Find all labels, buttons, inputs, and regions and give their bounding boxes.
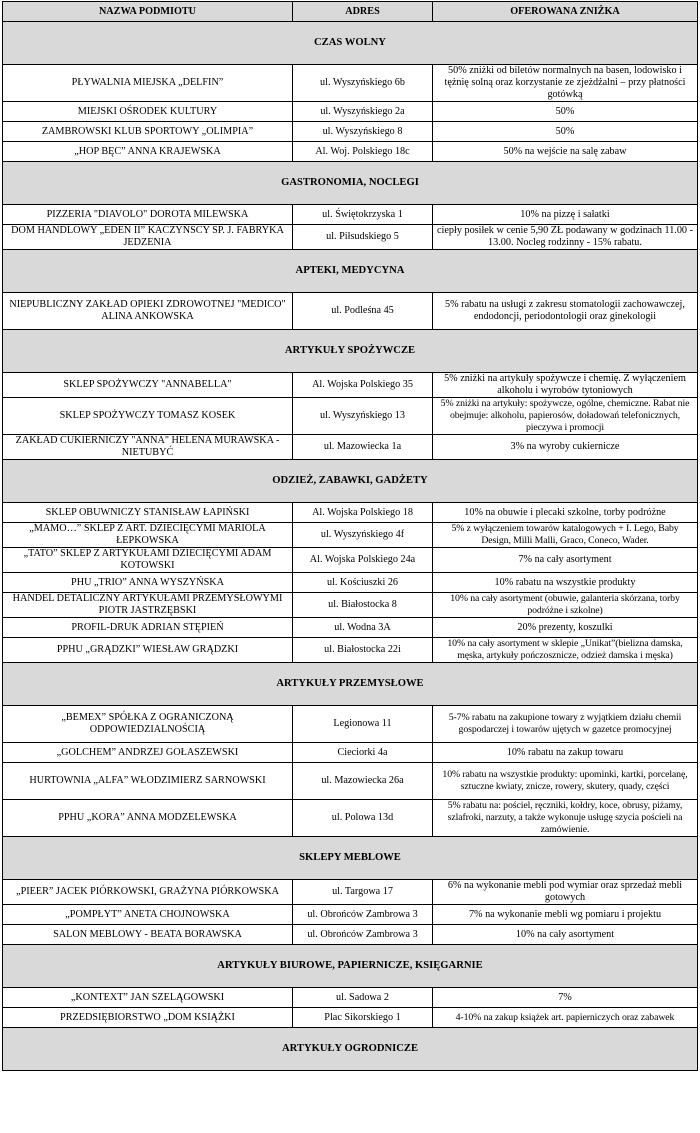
section-row xyxy=(3,663,698,706)
cell-address: Cieciorki 4a xyxy=(293,743,433,763)
table-row xyxy=(3,706,698,743)
cell-address: Al. Woj. Polskiego 18c xyxy=(293,142,433,162)
cell-name: HANDEL DETALICZNY ARTYKUŁAMI PRZEMYSŁOWYMI PIOTR JASTRZĘBSKI xyxy=(3,593,293,618)
cell-discount: 10% rabatu na wszystkie produkty xyxy=(433,573,698,593)
table-row xyxy=(3,102,698,122)
table-row xyxy=(3,373,698,398)
table-row xyxy=(3,880,698,905)
section-row xyxy=(3,460,698,503)
cell-discount: 10% na cały asortyment (obuwie, galanteria skórzana, torby podróżne i szkolne) xyxy=(433,593,698,618)
cell-address: ul. Białostocka 8 xyxy=(293,593,433,618)
section-title: SKLEPY MEBLOWE xyxy=(3,837,698,880)
cell-address: ul. Wyszyńskiego 6b xyxy=(293,65,433,102)
section-row xyxy=(3,837,698,880)
cell-discount: 6% na wykonanie mebli pod wymiar oraz sprzedaż mebli gotowych xyxy=(433,880,698,905)
cell-discount: 5% zniżki na artykuły spożywcze i chemię. Z wyłączeniem alkoholu i wyrobów tytoniowych xyxy=(433,373,698,398)
cell-name: PPHU „GRĄDZKI” WIESŁAW GRĄDZKI xyxy=(3,638,293,663)
cell-discount: 5% z wyłączeniem towarów katalogowych + I. Lego, Baby Design, Milli Malli, Graco, Coneco, Wader. xyxy=(433,523,698,548)
cell-name: „GOLCHEM” ANDRZEJ GOŁASZEWSKI xyxy=(3,743,293,763)
cell-address: ul. Targowa 17 xyxy=(293,880,433,905)
cell-discount: 50% xyxy=(433,122,698,142)
cell-address: ul. Kościuszki 26 xyxy=(293,573,433,593)
cell-discount: 10% rabatu na zakup towaru xyxy=(433,743,698,763)
cell-discount: 10% rabatu na wszystkie produkty: upominki, kartki, porcelanę, sztuczne kwiaty, znicze, rowery, skutery, quady, części xyxy=(433,763,698,800)
cell-address: ul. Wyszyńskiego 4f xyxy=(293,523,433,548)
cell-address: ul. Mazowiecka 1a xyxy=(293,435,433,460)
cell-name: MIEJSKI OŚRODEK KULTURY xyxy=(3,102,293,122)
cell-name: PRZEDSIĘBIORSTWO „DOM KSIĄŻKI xyxy=(3,1008,293,1028)
cell-discount: 5% zniżki na artykuły: spożywcze, ogólne, chemiczne. Rabat nie obejmuje: alkoholu, papierosów, doładowań telefonicznych, pieczywa i promocji xyxy=(433,398,698,435)
cell-discount: 7% na wykonanie mebli wg pomiaru i projektu xyxy=(433,905,698,925)
cell-name: PHU „TRIO” ANNA WYSZYŃSKA xyxy=(3,573,293,593)
table-row xyxy=(3,398,698,435)
section-row xyxy=(3,22,698,65)
cell-name: „BEMEX” SPÓŁKA Z OGRANICZONĄ ODPOWIEDZIALNOŚCIĄ xyxy=(3,706,293,743)
cell-name: SKLEP SPOŻYWCZY "ANNABELLA" xyxy=(3,373,293,398)
cell-address: Legionowa 11 xyxy=(293,706,433,743)
cell-address: ul. Podleśna 45 xyxy=(293,293,433,330)
cell-address: Plac Sikorskiego 1 xyxy=(293,1008,433,1028)
table-row xyxy=(3,573,698,593)
section-title: ARTYKUŁY SPOŻYWCZE xyxy=(3,330,698,373)
cell-discount: 20% prezenty, koszulki xyxy=(433,618,698,638)
table-row xyxy=(3,435,698,460)
section-row xyxy=(3,162,698,205)
cell-discount: 7% xyxy=(433,988,698,1008)
table-row xyxy=(3,618,698,638)
cell-discount: 4-10% na zakup książek art. papierniczych oraz zabawek xyxy=(433,1008,698,1028)
cell-name: DOM HANDLOWY „EDEN II” KACZYŃSCY SP. J. FABRYKA JEDZENIA xyxy=(3,225,293,250)
table-row xyxy=(3,1008,698,1028)
table-row xyxy=(3,293,698,330)
cell-address: ul. Piłsudskiego 5 xyxy=(293,225,433,250)
cell-discount: 7% na cały asortyment xyxy=(433,548,698,573)
section-title: ARTYKUŁY PRZEMYSŁOWE xyxy=(3,663,698,706)
cell-name: SKLEP SPOŻYWCZY TOMASZ KOSEK xyxy=(3,398,293,435)
cell-discount: 10% na cały asortyment w sklepie „Unikat”(bielizna damska, męska, artykuły pończosznicze, odzież damska i męska) xyxy=(433,638,698,663)
cell-name: ZAMBROWSKI KLUB SPORTOWY „OLIMPIA” xyxy=(3,122,293,142)
cell-address: ul. Obrońców Zambrowa 3 xyxy=(293,925,433,945)
cell-discount: 5-7% rabatu na zakupione towary z wyjątkiem działu chemii gospodarczej i towarów ujętych w gazetce promocyjnej xyxy=(433,706,698,743)
table-row xyxy=(3,122,698,142)
section-title: ARTYKUŁY OGRODNICZE xyxy=(3,1028,698,1071)
discount-table xyxy=(2,1,698,1071)
cell-name: SALON MEBLOWY - BEATA BORAWSKA xyxy=(3,925,293,945)
table-row xyxy=(3,638,698,663)
table-row xyxy=(3,988,698,1008)
cell-name: PPHU „KORA” ANNA MODZELEWSKA xyxy=(3,800,293,837)
cell-address: ul. Wodna 3A xyxy=(293,618,433,638)
table-row xyxy=(3,925,698,945)
section-title: GASTRONOMIA, NOCLEGI xyxy=(3,162,698,205)
cell-address: ul. Obrońców Zambrowa 3 xyxy=(293,905,433,925)
section-row xyxy=(3,330,698,373)
table-row xyxy=(3,743,698,763)
table-row xyxy=(3,593,698,618)
table-row xyxy=(3,142,698,162)
cell-address: ul. Polowa 13d xyxy=(293,800,433,837)
cell-name: „HOP BĘC” ANNA KRAJEWSKA xyxy=(3,142,293,162)
cell-address: Al. Wojska Polskiego 24a xyxy=(293,548,433,573)
cell-discount: 5% rabatu na usługi z zakresu stomatologii zachowawczej, endodoncji, periodontologii oraz ginekologii xyxy=(433,293,698,330)
table-row xyxy=(3,800,698,837)
section-title: ARTYKUŁY BIUROWE, PAPIERNICZE, KSIĘGARNIE xyxy=(3,945,698,988)
cell-discount: 50% xyxy=(433,102,698,122)
cell-address: ul. Mazowiecka 26a xyxy=(293,763,433,800)
cell-address: ul. Wyszyńskiego 13 xyxy=(293,398,433,435)
cell-name: PŁYWALNIA MIEJSKA „DELFIN” xyxy=(3,65,293,102)
cell-name: „POMPŁYT” ANETA CHOJNOWSKA xyxy=(3,905,293,925)
cell-discount: 3% na wyroby cukiernicze xyxy=(433,435,698,460)
cell-address: Al. Wojska Polskiego 18 xyxy=(293,503,433,523)
header-row xyxy=(3,2,698,22)
section-title: CZAS WOLNY xyxy=(3,22,698,65)
cell-name: NIEPUBLICZNY ZAKŁAD OPIEKI ZDROWOTNEJ "MEDICO" ALINA ANKOWSKA xyxy=(3,293,293,330)
cell-discount: 5% rabatu na: pościel, ręczniki, kołdry, koce, obrusy, piżamy, szlafroki, narzuty, a także wykonuje usługę szycia pościeli na zamówienie. xyxy=(433,800,698,837)
section-row xyxy=(3,945,698,988)
cell-name: PIZZERIA "DIAVOLO" DOROTA MILEWSKA xyxy=(3,205,293,225)
section-row xyxy=(3,1028,698,1071)
cell-name: „TATO” SKLEP Z ARTYKUŁAMI DZIECIĘCYMI ADAM KOTOWSKI xyxy=(3,548,293,573)
table-row xyxy=(3,225,698,250)
table-row xyxy=(3,65,698,102)
table-row xyxy=(3,548,698,573)
cell-name: „MAMO…” SKLEP Z ART. DZIECIĘCYMI MARIOLA ŁEPKOWSKA xyxy=(3,523,293,548)
cell-address: ul. Wyszyńskiego 2a xyxy=(293,102,433,122)
section-row xyxy=(3,250,698,293)
cell-name: „PIEER” JACEK PIÓRKOWSKI, GRAŻYNA PIÓRKOWSKA xyxy=(3,880,293,905)
table-row xyxy=(3,205,698,225)
cell-discount: 10% na cały asortyment xyxy=(433,925,698,945)
cell-discount: 50% na wejście na salę zabaw xyxy=(433,142,698,162)
header-discount: OFEROWANA ZNIŻKA xyxy=(433,2,698,22)
header-address: ADRES xyxy=(293,2,433,22)
table-row xyxy=(3,905,698,925)
cell-address: ul. Białostocka 22i xyxy=(293,638,433,663)
cell-discount: ciepły posiłek w cenie 5,90 ZŁ podawany w godzinach 11.00 - 13.00. Nocleg rodzinny - 15% rabatu. xyxy=(433,225,698,250)
table-row xyxy=(3,523,698,548)
section-title: APTEKI, MEDYCYNA xyxy=(3,250,698,293)
table-row xyxy=(3,763,698,800)
cell-discount: 50% zniżki od biletów normalnych na basen, lodowisko i tężnię solną oraz korzystanie ze zjeżdżalni – przy płatności gotówką xyxy=(433,65,698,102)
cell-address: Al. Wojska Polskiego 35 xyxy=(293,373,433,398)
cell-address: ul. Świętokrzyska 1 xyxy=(293,205,433,225)
cell-discount: 10% na pizzę i sałatki xyxy=(433,205,698,225)
cell-name: PROFIL-DRUK ADRIAN STĘPIEŃ xyxy=(3,618,293,638)
cell-name: „KONTEXT” JAN SZELĄGOWSKI xyxy=(3,988,293,1008)
header-name: NAZWA PODMIOTU xyxy=(3,2,293,22)
section-title: ODZIEŻ, ZABAWKI, GADŻETY xyxy=(3,460,698,503)
cell-address: ul. Wyszyńskiego 8 xyxy=(293,122,433,142)
cell-name: SKLEP OBUWNICZY STANISŁAW ŁAPIŃSKI xyxy=(3,503,293,523)
cell-name: HURTOWNIA „ALFA” WŁODZIMIERZ SARNOWSKI xyxy=(3,763,293,800)
cell-address: ul. Sadowa 2 xyxy=(293,988,433,1008)
table-row xyxy=(3,503,698,523)
cell-name: ZAKŁAD CUKIERNICZY "ANNA" HELENA MURAWSKA - NIETUBYĆ xyxy=(3,435,293,460)
cell-discount: 10% na obuwie i plecaki szkolne, torby podróżne xyxy=(433,503,698,523)
